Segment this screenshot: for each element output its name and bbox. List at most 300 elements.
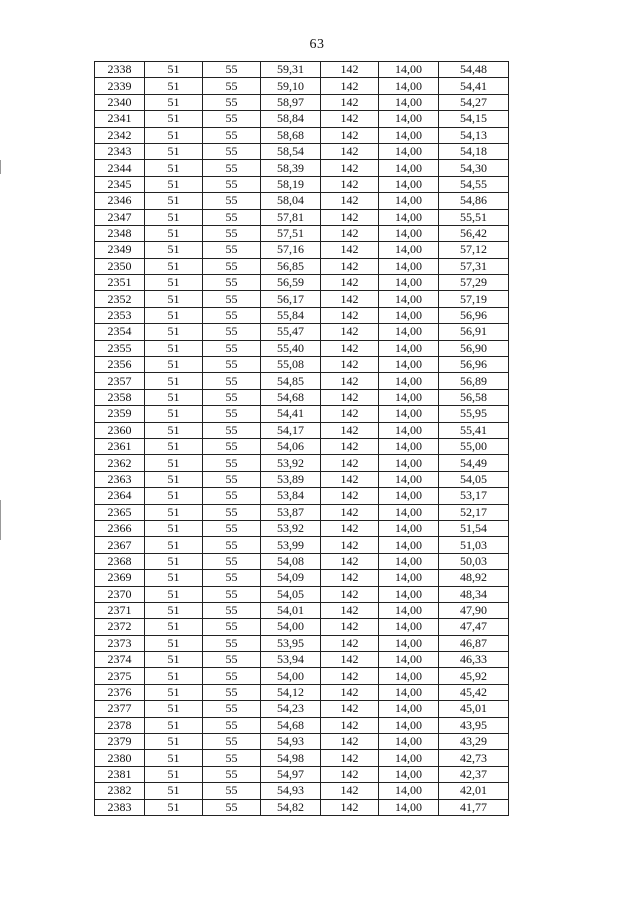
table-row [95,684,509,700]
table-cell: 55 [203,291,261,307]
table-cell: 51 [145,225,203,241]
table-row [95,160,509,176]
table-cell: 14,00 [379,602,439,618]
table-cell: 14,00 [379,127,439,143]
table-cell: 55 [203,488,261,504]
table-cell: 14,00 [379,537,439,553]
table-cell: 142 [321,734,379,750]
table-cell: 55 [203,783,261,799]
table-row [95,357,509,373]
table-cell: 55 [203,258,261,274]
table-cell: 2351 [95,275,145,291]
table-cell: 2367 [95,537,145,553]
table-cell: 142 [321,340,379,356]
table-cell: 2345 [95,176,145,192]
table-cell: 53,99 [261,537,321,553]
table-cell: 55,51 [439,209,509,225]
table-row [95,586,509,602]
table-cell: 2341 [95,111,145,127]
table-cell: 54,05 [261,586,321,602]
table-cell: 142 [321,357,379,373]
table-cell: 142 [321,62,379,78]
table-cell: 142 [321,422,379,438]
table-cell: 47,90 [439,602,509,618]
table-cell: 51 [145,537,203,553]
table-cell: 2382 [95,783,145,799]
table-cell: 14,00 [379,799,439,815]
table-cell: 55,08 [261,357,321,373]
table-row [95,275,509,291]
table-cell: 54,98 [261,750,321,766]
table-cell: 2361 [95,438,145,454]
table-cell: 54,15 [439,111,509,127]
table-cell: 14,00 [379,307,439,323]
table-cell: 2370 [95,586,145,602]
table-cell: 51 [145,766,203,782]
table-cell: 51 [145,471,203,487]
table-cell: 54,12 [261,684,321,700]
table-cell: 55 [203,209,261,225]
table-cell: 51 [145,619,203,635]
table-cell: 43,95 [439,717,509,733]
table-cell: 14,00 [379,684,439,700]
table-cell: 142 [321,275,379,291]
table-cell: 51 [145,62,203,78]
table-cell: 57,81 [261,209,321,225]
table-cell: 14,00 [379,553,439,569]
table-cell: 56,91 [439,324,509,340]
table-cell: 2366 [95,520,145,536]
table-cell: 55 [203,668,261,684]
table-cell: 55 [203,766,261,782]
table-cell: 142 [321,652,379,668]
table-cell: 51 [145,127,203,143]
table-cell: 59,31 [261,62,321,78]
table-cell: 55 [203,307,261,323]
table-cell: 51 [145,143,203,159]
table-cell: 55 [203,422,261,438]
table-cell: 55,84 [261,307,321,323]
table-cell: 142 [321,111,379,127]
table-cell: 55,00 [439,438,509,454]
table-cell: 2352 [95,291,145,307]
table-cell: 142 [321,225,379,241]
table-cell: 142 [321,193,379,209]
table-cell: 55 [203,176,261,192]
table-cell: 56,59 [261,275,321,291]
table-row [95,635,509,651]
table-cell: 14,00 [379,78,439,94]
table-cell: 51 [145,78,203,94]
table-row [95,406,509,422]
table-cell: 51 [145,701,203,717]
table-cell: 14,00 [379,62,439,78]
table-row [95,537,509,553]
table-cell: 14,00 [379,619,439,635]
table-cell: 53,94 [261,652,321,668]
table-cell: 14,00 [379,176,439,192]
table-cell: 51 [145,553,203,569]
table-cell: 55 [203,242,261,258]
table-cell: 142 [321,684,379,700]
table-cell: 54,01 [261,602,321,618]
table-cell: 14,00 [379,488,439,504]
table-cell: 51 [145,668,203,684]
table-cell: 56,90 [439,340,509,356]
table-cell: 51 [145,94,203,110]
table-cell: 14,00 [379,94,439,110]
table-body [95,62,509,816]
table-cell: 51 [145,406,203,422]
table-cell: 54,17 [261,422,321,438]
table-row [95,438,509,454]
table-cell: 142 [321,570,379,586]
table-cell: 55 [203,406,261,422]
table-cell: 57,19 [439,291,509,307]
table-row [95,750,509,766]
table-cell: 55 [203,127,261,143]
table-cell: 51 [145,340,203,356]
table-cell: 55 [203,275,261,291]
table-cell: 2381 [95,766,145,782]
table-cell: 142 [321,701,379,717]
table-cell: 2354 [95,324,145,340]
table-row [95,652,509,668]
table-cell: 2373 [95,635,145,651]
table-cell: 51 [145,193,203,209]
table-cell: 14,00 [379,438,439,454]
table-cell: 53,17 [439,488,509,504]
table-cell: 142 [321,668,379,684]
table-row [95,488,509,504]
table-cell: 55 [203,373,261,389]
table-cell: 14,00 [379,734,439,750]
table-cell: 51 [145,684,203,700]
table-cell: 54,23 [261,701,321,717]
table-cell: 54,49 [439,455,509,471]
table-cell: 142 [321,176,379,192]
table-cell: 14,00 [379,389,439,405]
table-cell: 14,00 [379,766,439,782]
table-cell: 14,00 [379,275,439,291]
table-cell: 2343 [95,143,145,159]
table-cell: 2342 [95,127,145,143]
table-cell: 2347 [95,209,145,225]
table-cell: 51 [145,176,203,192]
table-cell: 54,86 [439,193,509,209]
table-cell: 46,33 [439,652,509,668]
table-cell: 55 [203,143,261,159]
table-cell: 142 [321,307,379,323]
table-cell: 57,31 [439,258,509,274]
table-row [95,701,509,717]
table-cell: 14,00 [379,422,439,438]
table-cell: 142 [321,438,379,454]
table-cell: 54,00 [261,668,321,684]
table-cell: 2349 [95,242,145,258]
table-cell: 51 [145,209,203,225]
table-cell: 2368 [95,553,145,569]
table-cell: 53,89 [261,471,321,487]
table-cell: 51 [145,799,203,815]
table-row [95,193,509,209]
table-cell: 14,00 [379,504,439,520]
table-cell: 142 [321,389,379,405]
table-cell: 56,85 [261,258,321,274]
table-cell: 2372 [95,619,145,635]
table-cell: 142 [321,799,379,815]
table-cell: 55,47 [261,324,321,340]
table-cell: 55,95 [439,406,509,422]
table-cell: 142 [321,750,379,766]
table-cell: 14,00 [379,209,439,225]
table-cell: 14,00 [379,111,439,127]
table-cell: 54,41 [439,78,509,94]
table-cell: 51 [145,602,203,618]
table-cell: 14,00 [379,193,439,209]
table-cell: 14,00 [379,652,439,668]
table-cell: 2377 [95,701,145,717]
table-cell: 51 [145,488,203,504]
table-cell: 142 [321,455,379,471]
table-cell: 2358 [95,389,145,405]
table-cell: 54,08 [261,553,321,569]
table-cell: 2369 [95,570,145,586]
table-cell: 142 [321,127,379,143]
table-cell: 14,00 [379,242,439,258]
table-cell: 56,17 [261,291,321,307]
table-cell: 55 [203,225,261,241]
table-cell: 14,00 [379,783,439,799]
table-cell: 53,92 [261,455,321,471]
table-row [95,176,509,192]
table-cell: 58,39 [261,160,321,176]
table-cell: 46,87 [439,635,509,651]
table-cell: 54,13 [439,127,509,143]
table-row [95,225,509,241]
table-cell: 41,77 [439,799,509,815]
table-row [95,668,509,684]
table-cell: 2350 [95,258,145,274]
table-row [95,111,509,127]
table-cell: 142 [321,783,379,799]
table-cell: 48,34 [439,586,509,602]
table-cell: 55 [203,324,261,340]
table-cell: 51 [145,520,203,536]
table-row [95,504,509,520]
table-row [95,717,509,733]
table-row [95,258,509,274]
table-row [95,471,509,487]
table-cell: 53,84 [261,488,321,504]
table-cell: 54,06 [261,438,321,454]
table-cell: 55 [203,701,261,717]
table-row [95,242,509,258]
table-row [95,291,509,307]
table-cell: 14,00 [379,520,439,536]
table-cell: 14,00 [379,635,439,651]
table-cell: 55 [203,799,261,815]
table-cell: 54,18 [439,143,509,159]
table-cell: 142 [321,373,379,389]
table-cell: 14,00 [379,717,439,733]
table-cell: 54,00 [261,619,321,635]
table-cell: 55 [203,438,261,454]
table-row [95,520,509,536]
page-number: 63 [309,37,325,52]
table-cell: 56,89 [439,373,509,389]
table-cell: 14,00 [379,455,439,471]
table-cell: 57,51 [261,225,321,241]
table-row [95,734,509,750]
table-row [95,209,509,225]
table-cell: 55 [203,553,261,569]
table-cell: 51 [145,307,203,323]
table-row [95,127,509,143]
table-cell: 51 [145,438,203,454]
table-row [95,766,509,782]
table-cell: 2362 [95,455,145,471]
table-cell: 142 [321,488,379,504]
table-cell: 142 [321,520,379,536]
table-cell: 14,00 [379,406,439,422]
table-cell: 14,00 [379,324,439,340]
table-cell: 142 [321,160,379,176]
table-row [95,340,509,356]
table-row [95,553,509,569]
table-cell: 14,00 [379,291,439,307]
table-cell: 55 [203,619,261,635]
table-cell: 55 [203,750,261,766]
table-cell: 14,00 [379,340,439,356]
table-cell: 142 [321,291,379,307]
table-cell: 55 [203,78,261,94]
table-cell: 51 [145,111,203,127]
table-cell: 14,00 [379,160,439,176]
table-cell: 54,68 [261,389,321,405]
table-cell: 51 [145,455,203,471]
table-cell: 55 [203,111,261,127]
table-cell: 51 [145,324,203,340]
table-cell: 2376 [95,684,145,700]
table-cell: 14,00 [379,357,439,373]
table-row [95,143,509,159]
table-cell: 55 [203,602,261,618]
table-cell: 142 [321,258,379,274]
table-cell: 58,68 [261,127,321,143]
table-cell: 51 [145,635,203,651]
table-cell: 42,01 [439,783,509,799]
table-cell: 142 [321,406,379,422]
table-cell: 55 [203,357,261,373]
table-cell: 48,92 [439,570,509,586]
table-cell: 51 [145,389,203,405]
scan-edge-mark [0,500,1,540]
table-cell: 2339 [95,78,145,94]
table-cell: 55 [203,455,261,471]
table-cell: 55 [203,193,261,209]
table-cell: 142 [321,504,379,520]
table-cell: 51 [145,242,203,258]
table-cell: 56,96 [439,357,509,373]
data-table [94,61,509,816]
table-cell: 55 [203,520,261,536]
table-cell: 142 [321,143,379,159]
table-cell: 2340 [95,94,145,110]
table-row [95,324,509,340]
table-row [95,373,509,389]
table-cell: 2371 [95,602,145,618]
table-cell: 2348 [95,225,145,241]
table-cell: 142 [321,209,379,225]
table-cell: 45,01 [439,701,509,717]
table-cell: 54,68 [261,717,321,733]
table-cell: 14,00 [379,258,439,274]
table-row [95,570,509,586]
table-cell: 2374 [95,652,145,668]
table-row [95,94,509,110]
table-row [95,78,509,94]
table-cell: 55 [203,635,261,651]
table-cell: 51 [145,357,203,373]
table-cell: 55 [203,504,261,520]
table-cell: 142 [321,553,379,569]
table-cell: 58,04 [261,193,321,209]
table-cell: 14,00 [379,570,439,586]
table-cell: 55 [203,62,261,78]
table-cell: 55 [203,570,261,586]
table-row [95,62,509,78]
table-cell: 55 [203,537,261,553]
table-cell: 58,97 [261,94,321,110]
table-cell: 51 [145,750,203,766]
table-cell: 51 [145,373,203,389]
table-row [95,619,509,635]
table-cell: 2355 [95,340,145,356]
table-cell: 51 [145,734,203,750]
table-cell: 2378 [95,717,145,733]
table-cell: 2375 [95,668,145,684]
table-cell: 57,29 [439,275,509,291]
table-cell: 51 [145,160,203,176]
table-cell: 2365 [95,504,145,520]
table-cell: 54,48 [439,62,509,78]
table-cell: 45,42 [439,684,509,700]
table-cell: 51 [145,275,203,291]
table-cell: 55 [203,471,261,487]
table-cell: 142 [321,766,379,782]
table-row [95,799,509,815]
table-cell: 2344 [95,160,145,176]
table-cell: 50,03 [439,553,509,569]
table-cell: 51 [145,783,203,799]
table-cell: 142 [321,717,379,733]
table-cell: 51 [145,652,203,668]
table-cell: 14,00 [379,143,439,159]
table-cell: 47,47 [439,619,509,635]
table-cell: 51 [145,422,203,438]
table-cell: 51 [145,586,203,602]
table-cell: 142 [321,602,379,618]
table-cell: 54,82 [261,799,321,815]
table-cell: 55 [203,652,261,668]
table-cell: 56,58 [439,389,509,405]
table-cell: 142 [321,471,379,487]
table-cell: 142 [321,242,379,258]
table-cell: 54,97 [261,766,321,782]
table-cell: 14,00 [379,701,439,717]
table-cell: 14,00 [379,373,439,389]
